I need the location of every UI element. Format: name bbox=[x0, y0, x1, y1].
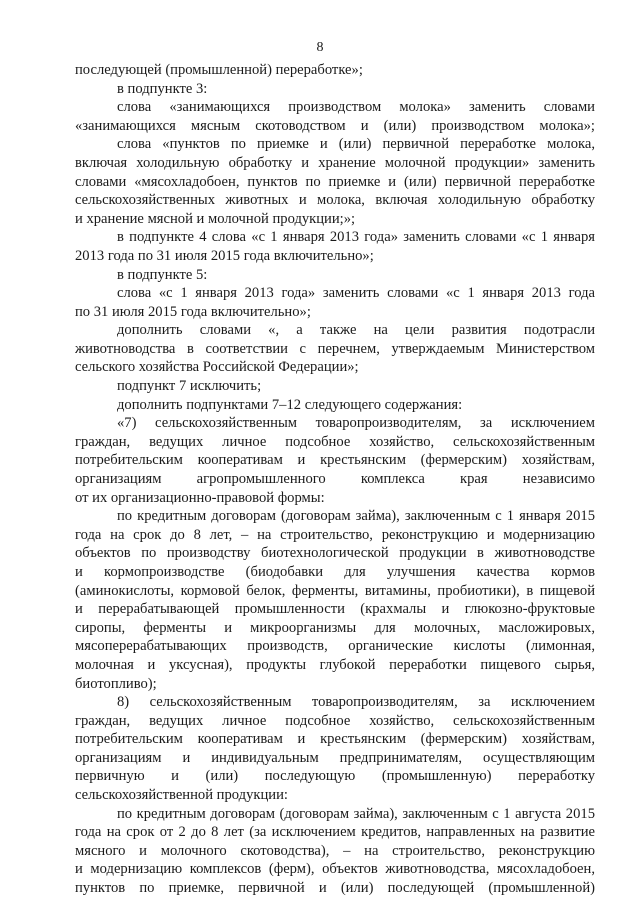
text-line: 8) сельскохозяйственным товаропроизводителям, за исключением bbox=[117, 694, 595, 711]
text-line: пунктов по приемке, первичной и (или) последующей (промышленной) bbox=[75, 880, 595, 896]
text-line: и кормопроизводстве (биодобавки для улучшения качества кормов bbox=[75, 563, 595, 580]
text-line: потребительским кооперативам и крестьянским (фермерским) хозяйствам, bbox=[75, 452, 595, 469]
text-line: от их организационно-правовой формы: bbox=[75, 489, 325, 506]
text-line: по 31 июля 2015 года включительно»; bbox=[75, 303, 311, 320]
text-line: объектов по производству биотехнологической продукции в животноводстве bbox=[75, 545, 595, 562]
text-line: граждан, ведущих личное подсобное хозяйство, сельскохозяйственным bbox=[75, 712, 595, 729]
text-line: в подпункте 3: bbox=[117, 80, 208, 97]
text-line: подпункт 7 исключить; bbox=[117, 378, 262, 395]
text-line: животноводства в соответствии с перечнем, утверждаемым Министерством bbox=[75, 340, 595, 357]
text-line: словами «мясохладобоен, пунктов по приемке и (или) первичной переработке bbox=[75, 173, 595, 190]
text-line: в подпункте 4 слова «с 1 января 2013 года» заменить словами «с 1 января bbox=[117, 229, 595, 246]
text-line: (аминокислоты, кормовой белок, ферменты, витамины, пробиотики), в пищевой bbox=[75, 582, 595, 599]
text-line: 2013 года по 31 июля 2015 года включительно»; bbox=[75, 247, 374, 264]
text-line: по кредитным договорам (договорам займа), заключенным с 1 августа 2015 bbox=[117, 805, 595, 822]
text-line: года на срок от 2 до 8 лет (за исключением кредитов, направленных на развитие bbox=[75, 824, 595, 841]
text-line: «7) сельскохозяйственным товаропроизводителям, за исключением bbox=[117, 415, 595, 432]
text-line: организациям агропромышленного комплекса края независимо bbox=[75, 471, 595, 487]
text-line: и перерабатывающей промышленности (крахмалы и глюкозно-фруктовые bbox=[75, 601, 595, 618]
text-line: дополнить подпунктами 7–12 следующего содержания: bbox=[117, 396, 463, 413]
text-line: года на срок до 8 лет, – на строительство, реконструкцию и модернизацию bbox=[75, 526, 595, 543]
text-line: сельскохозяйственной продукции: bbox=[75, 787, 288, 804]
text-line: «занимающихся мясным скотоводством и (или) производством молока»; bbox=[75, 117, 595, 134]
text-line: включая холодильную обработку и хранение молочной продукции» заменить bbox=[75, 154, 595, 171]
text-line: по кредитным договорам (договорам займа), заключенным с 1 января 2015 bbox=[117, 508, 595, 525]
text-line: слова «с 1 января 2013 года» заменить словами «с 1 января 2013 года bbox=[117, 285, 595, 302]
text-line: слова «занимающихся производством молока» заменить словами bbox=[117, 99, 595, 116]
text-line: граждан, ведущих личное подсобное хозяйство, сельскохозяйственным bbox=[75, 433, 595, 450]
text-line: дополнить словами «, а также на цели развития подотрасли bbox=[117, 322, 595, 339]
text-line: и модернизацию комплексов (ферм), объектов животноводства, мясохладобоен, bbox=[75, 861, 595, 878]
text-line: сельскохозяйственных животных и молока, включая холодильную обработку bbox=[75, 192, 595, 209]
text-line: биотопливо); bbox=[75, 675, 157, 692]
text-line: молочная и уксусная), продукты глубокой переработки пищевого сырья, bbox=[75, 656, 595, 673]
text-line: первичную и (или) последующую (промышленную) переработку bbox=[75, 768, 595, 785]
page-number: 8 bbox=[316, 40, 324, 55]
text-line: сиропы, ферменты и микроорганизмы для молочных, масложировых, bbox=[75, 619, 595, 636]
text-line: сельского хозяйства Российской Федерации»; bbox=[75, 359, 359, 376]
text-line: последующей (промышленной) переработке»; bbox=[75, 62, 363, 78]
text-line: слова «пунктов по приемке и (или) первичной переработке молока, bbox=[117, 136, 595, 153]
text-line: потребительским кооперативам и крестьянским (фермерским) хозяйствам, bbox=[75, 731, 595, 748]
text-line: организациям и индивидуальным предпринимателям, осуществляющим bbox=[75, 749, 595, 766]
text-line: мясного и молочного скотоводства), – на строительство, реконструкцию bbox=[75, 842, 595, 859]
text-line: в подпункте 5: bbox=[117, 266, 208, 283]
text-line: мясоперерабатывающих производств, органические кислоты (лимонная, bbox=[75, 638, 595, 655]
text-line: и хранение мясной и молочной продукции;»; bbox=[75, 210, 356, 227]
